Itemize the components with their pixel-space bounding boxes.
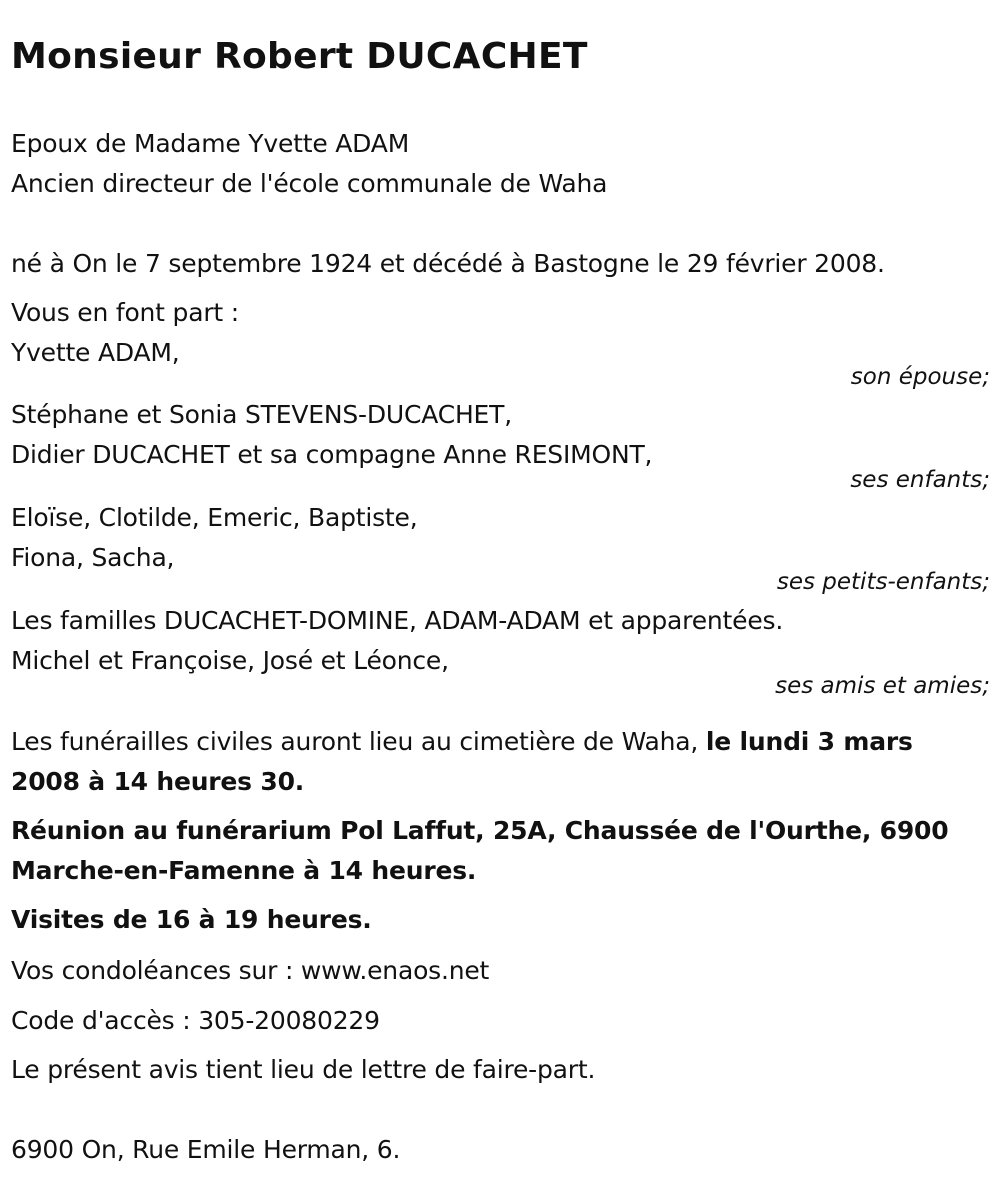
- family-name-line: Fiona, Sacha,: [11, 543, 175, 572]
- family-role: ses petits-enfants;: [776, 569, 990, 595]
- family-name-line: Didier DUCACHET et sa compagne Anne RESIMONT,: [11, 440, 653, 469]
- family-role: ses amis et amies;: [775, 673, 990, 699]
- access-code-line: Code d'accès : 305-20080229: [11, 1006, 380, 1035]
- deceased-name: Monsieur Robert DUCACHET: [11, 36, 588, 77]
- meeting-line: Réunion au funérarium Pol Laffut, 25A, Chaussée de l'Ourthe, 6900: [11, 816, 949, 845]
- family-name-line: Stéphane et Sonia STEVENS-DUCACHET,: [11, 400, 512, 429]
- funeral-line: [11, 726, 913, 758]
- visits-line: Visites de 16 à 19 heures.: [11, 905, 372, 934]
- funeral-date-line: 2008 à 14 heures 30.: [11, 767, 305, 796]
- family-name-line: Yvette ADAM,: [11, 338, 180, 367]
- announce-line: Vous en font part :: [11, 298, 239, 327]
- family-name-line: Eloïse, Clotilde, Emeric, Baptiste,: [11, 503, 418, 532]
- family-name-line: Michel et Françoise, José et Léonce,: [11, 646, 449, 675]
- meeting-line: Marche-en-Famenne à 14 heures.: [11, 856, 477, 885]
- notice-line: Le présent avis tient lieu de lettre de faire-part.: [11, 1055, 596, 1084]
- family-name-line: Les familles DUCACHET-DOMINE, ADAM-ADAM et apparentées.: [11, 606, 784, 635]
- spouse-line: Epoux de Madame Yvette ADAM: [11, 129, 410, 158]
- funeral-date: le lundi 3 mars: [705, 727, 913, 756]
- occupation-line: Ancien directeur de l'école communale de Waha: [11, 169, 608, 198]
- funeral-text: Les funérailles civiles auront lieu au cimetière de Waha,: [11, 727, 706, 756]
- condolences-line: Vos condoléances sur : www.enaos.net: [11, 956, 490, 985]
- family-role: son épouse;: [850, 364, 990, 390]
- family-role: ses enfants;: [850, 467, 990, 493]
- birth-death-line: né à On le 7 septembre 1924 et décédé à Bastogne le 29 février 2008.: [11, 249, 885, 278]
- address-line: 6900 On, Rue Emile Herman, 6.: [11, 1135, 401, 1164]
